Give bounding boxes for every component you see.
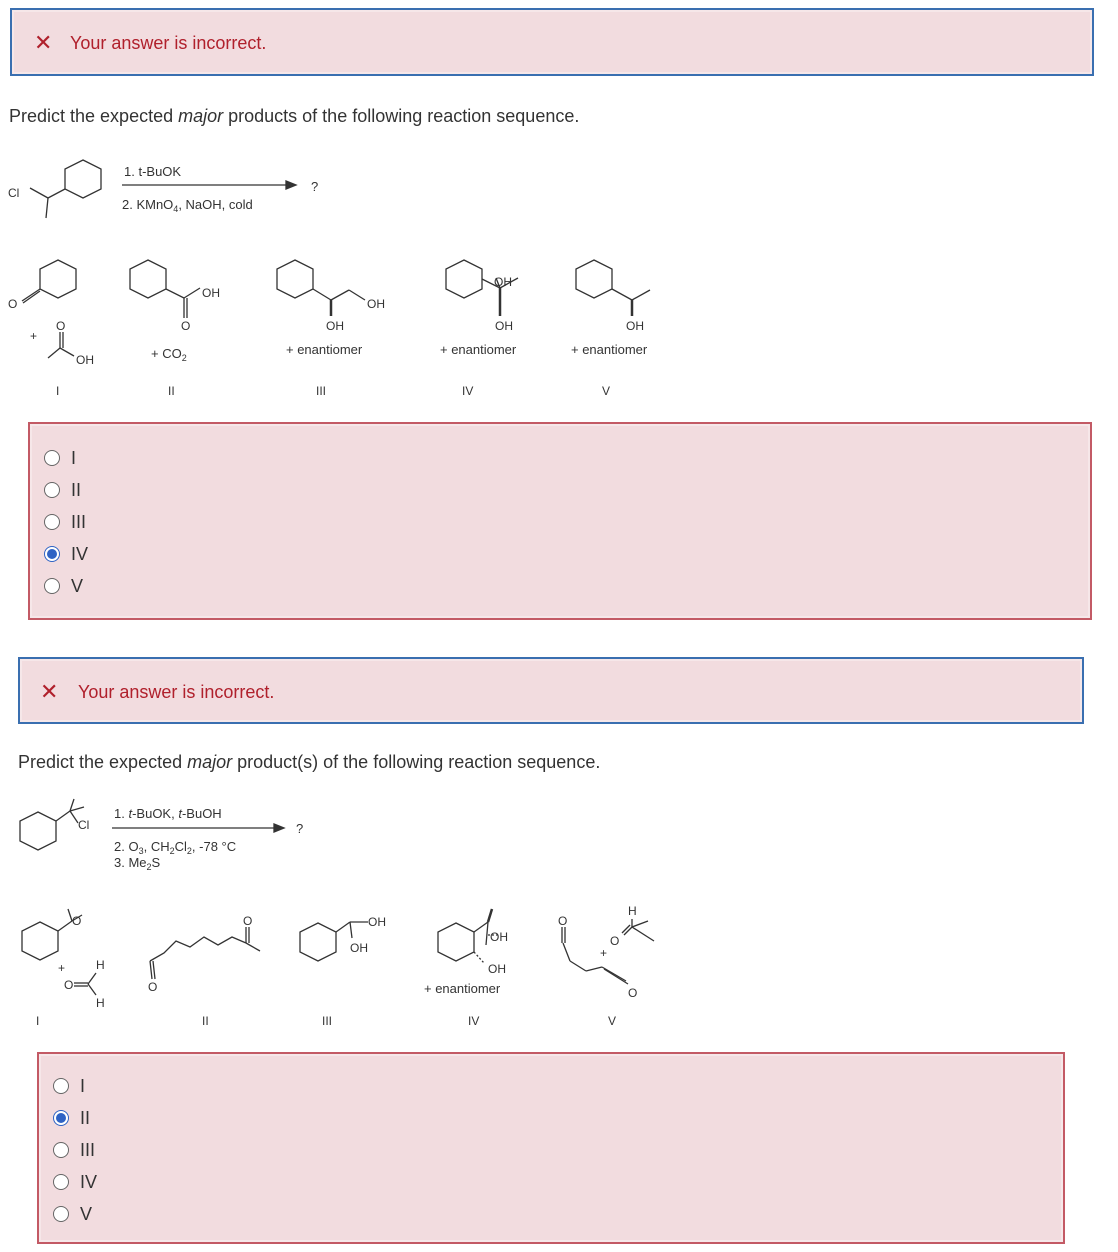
svg-text:OH: OH: [626, 319, 644, 333]
choice-structure-IV: [440, 260, 518, 357]
radio-button[interactable]: [44, 482, 60, 498]
svg-text:O: O: [610, 934, 620, 948]
choice-label-V: V: [602, 384, 611, 398]
choice-structure-I-q2: [22, 909, 105, 1010]
incorrect-icon: ✕: [34, 30, 53, 55]
svg-text:O: O: [148, 980, 158, 994]
product-placeholder: ?: [311, 179, 319, 194]
choice-structure-I: [8, 260, 94, 367]
option-III[interactable]: III: [53, 1138, 95, 1162]
svg-text:O: O: [72, 914, 82, 928]
svg-text:+ enantiomer: + enantiomer: [440, 342, 517, 357]
choice-structure-III-q2: [300, 915, 386, 961]
choice-label-III: III: [316, 384, 327, 398]
svg-text:OH: OH: [350, 941, 368, 955]
svg-text:OH: OH: [202, 286, 220, 300]
radio-button-selected[interactable]: [44, 546, 60, 562]
chloro-label: Cl: [8, 186, 20, 200]
svg-text:O: O: [628, 986, 638, 1000]
svg-text:OH: OH: [490, 930, 508, 944]
svg-text:III: III: [322, 1014, 333, 1028]
svg-text:O: O: [243, 914, 253, 928]
choice-structure-III: [277, 260, 385, 357]
answer-options-1: [28, 422, 1092, 620]
choice-structure-II: [130, 260, 220, 363]
svg-text:O: O: [558, 914, 568, 928]
starting-material-2: [20, 799, 89, 850]
svg-text:+: +: [30, 329, 38, 343]
choice-structure-V-q2: [558, 904, 654, 1000]
svg-text:V: V: [608, 1014, 617, 1028]
choice-label-II: II: [168, 384, 175, 398]
question-prompt-1: Predict the expected major products of the following reaction sequence.: [9, 106, 580, 126]
radio-button[interactable]: [53, 1206, 69, 1222]
choice-structure-II-q2: [148, 914, 260, 994]
svg-text:2. O3, CH2Cl2, -78 °C: 2. $O_3$, $CH_2Cl_2$, -78 °C: [114, 839, 237, 856]
svg-text:Cl: Cl: [78, 818, 90, 832]
feedback-banner-1: [10, 8, 1094, 76]
svg-text:+ enantiomer: + enantiomer: [286, 342, 363, 357]
svg-text:+ enantiomer: + enantiomer: [571, 342, 648, 357]
svg-text:1. t-BuOK, t-BuOH: 1. t-BuOK, t-BuOH: [114, 806, 222, 821]
svg-text:OH: OH: [76, 353, 94, 367]
radio-button[interactable]: [53, 1142, 69, 1158]
svg-text:I: I: [36, 1014, 40, 1028]
svg-text:OH: OH: [326, 319, 344, 333]
option-I[interactable]: I: [44, 446, 76, 470]
radio-button[interactable]: [44, 450, 60, 466]
reaction-scheme-1: [0, 150, 700, 460]
question-prompt-2: Predict the expected major product(s) of the following reaction sequence.: [18, 752, 601, 772]
incorrect-icon: ✕: [40, 679, 59, 704]
reagent-step-1: 1. t-BuOK: [124, 164, 182, 179]
answer-options-2: [37, 1052, 1065, 1244]
svg-text:+ enantiomer: + enantiomer: [424, 981, 501, 996]
option-I[interactable]: I: [53, 1074, 85, 1098]
svg-text:IV: IV: [468, 1014, 480, 1028]
svg-text:3. Me2S: 3. $Me_2S$: [114, 855, 161, 872]
starting-material-1: [8, 160, 101, 218]
reaction-arrow-1: [122, 164, 318, 214]
svg-text:+: +: [600, 946, 608, 960]
radio-button[interactable]: [53, 1174, 69, 1190]
svg-text:O: O: [8, 297, 18, 311]
choice-label-I: I: [56, 384, 60, 398]
option-II[interactable]: II: [53, 1106, 90, 1130]
svg-text:OH: OH: [488, 962, 506, 976]
svg-text:H: H: [96, 958, 105, 972]
option-IV[interactable]: IV: [44, 542, 88, 566]
choice-structure-V: [571, 260, 650, 357]
svg-text:OH: OH: [494, 275, 512, 289]
radio-button[interactable]: [44, 514, 60, 530]
svg-text:O: O: [56, 319, 66, 333]
option-II[interactable]: II: [44, 478, 81, 502]
choice-structure-IV-q2: [424, 909, 508, 996]
reagent-step-2: 2. KMnO$_4$, NaOH, cold: [122, 197, 253, 214]
feedback-message: Your answer is incorrect.: [78, 682, 275, 702]
svg-text:OH: OH: [495, 319, 513, 333]
option-V[interactable]: V: [53, 1202, 92, 1226]
svg-text:+: +: [58, 961, 66, 975]
svg-text:O: O: [64, 978, 74, 992]
svg-text:H: H: [96, 996, 105, 1010]
svg-text:+ CO2: + $CO_2$: [151, 346, 187, 363]
svg-text:OH: OH: [367, 297, 385, 311]
option-V[interactable]: V: [44, 574, 83, 598]
svg-text:H: H: [628, 904, 637, 918]
option-III[interactable]: III: [44, 510, 86, 534]
radio-button-selected[interactable]: [53, 1110, 69, 1126]
reaction-arrow-2: [112, 806, 303, 872]
choice-label-IV: IV: [462, 384, 474, 398]
reaction-scheme-2: [0, 795, 700, 1045]
svg-text:II: II: [202, 1014, 209, 1028]
svg-text:?: ?: [296, 821, 304, 836]
radio-button[interactable]: [53, 1078, 69, 1094]
svg-text:OH: OH: [368, 915, 386, 929]
feedback-message: Your answer is incorrect.: [70, 33, 267, 53]
radio-button[interactable]: [44, 578, 60, 594]
svg-text:O: O: [181, 319, 191, 333]
option-IV[interactable]: IV: [53, 1170, 97, 1194]
feedback-banner-2: [18, 657, 1084, 724]
